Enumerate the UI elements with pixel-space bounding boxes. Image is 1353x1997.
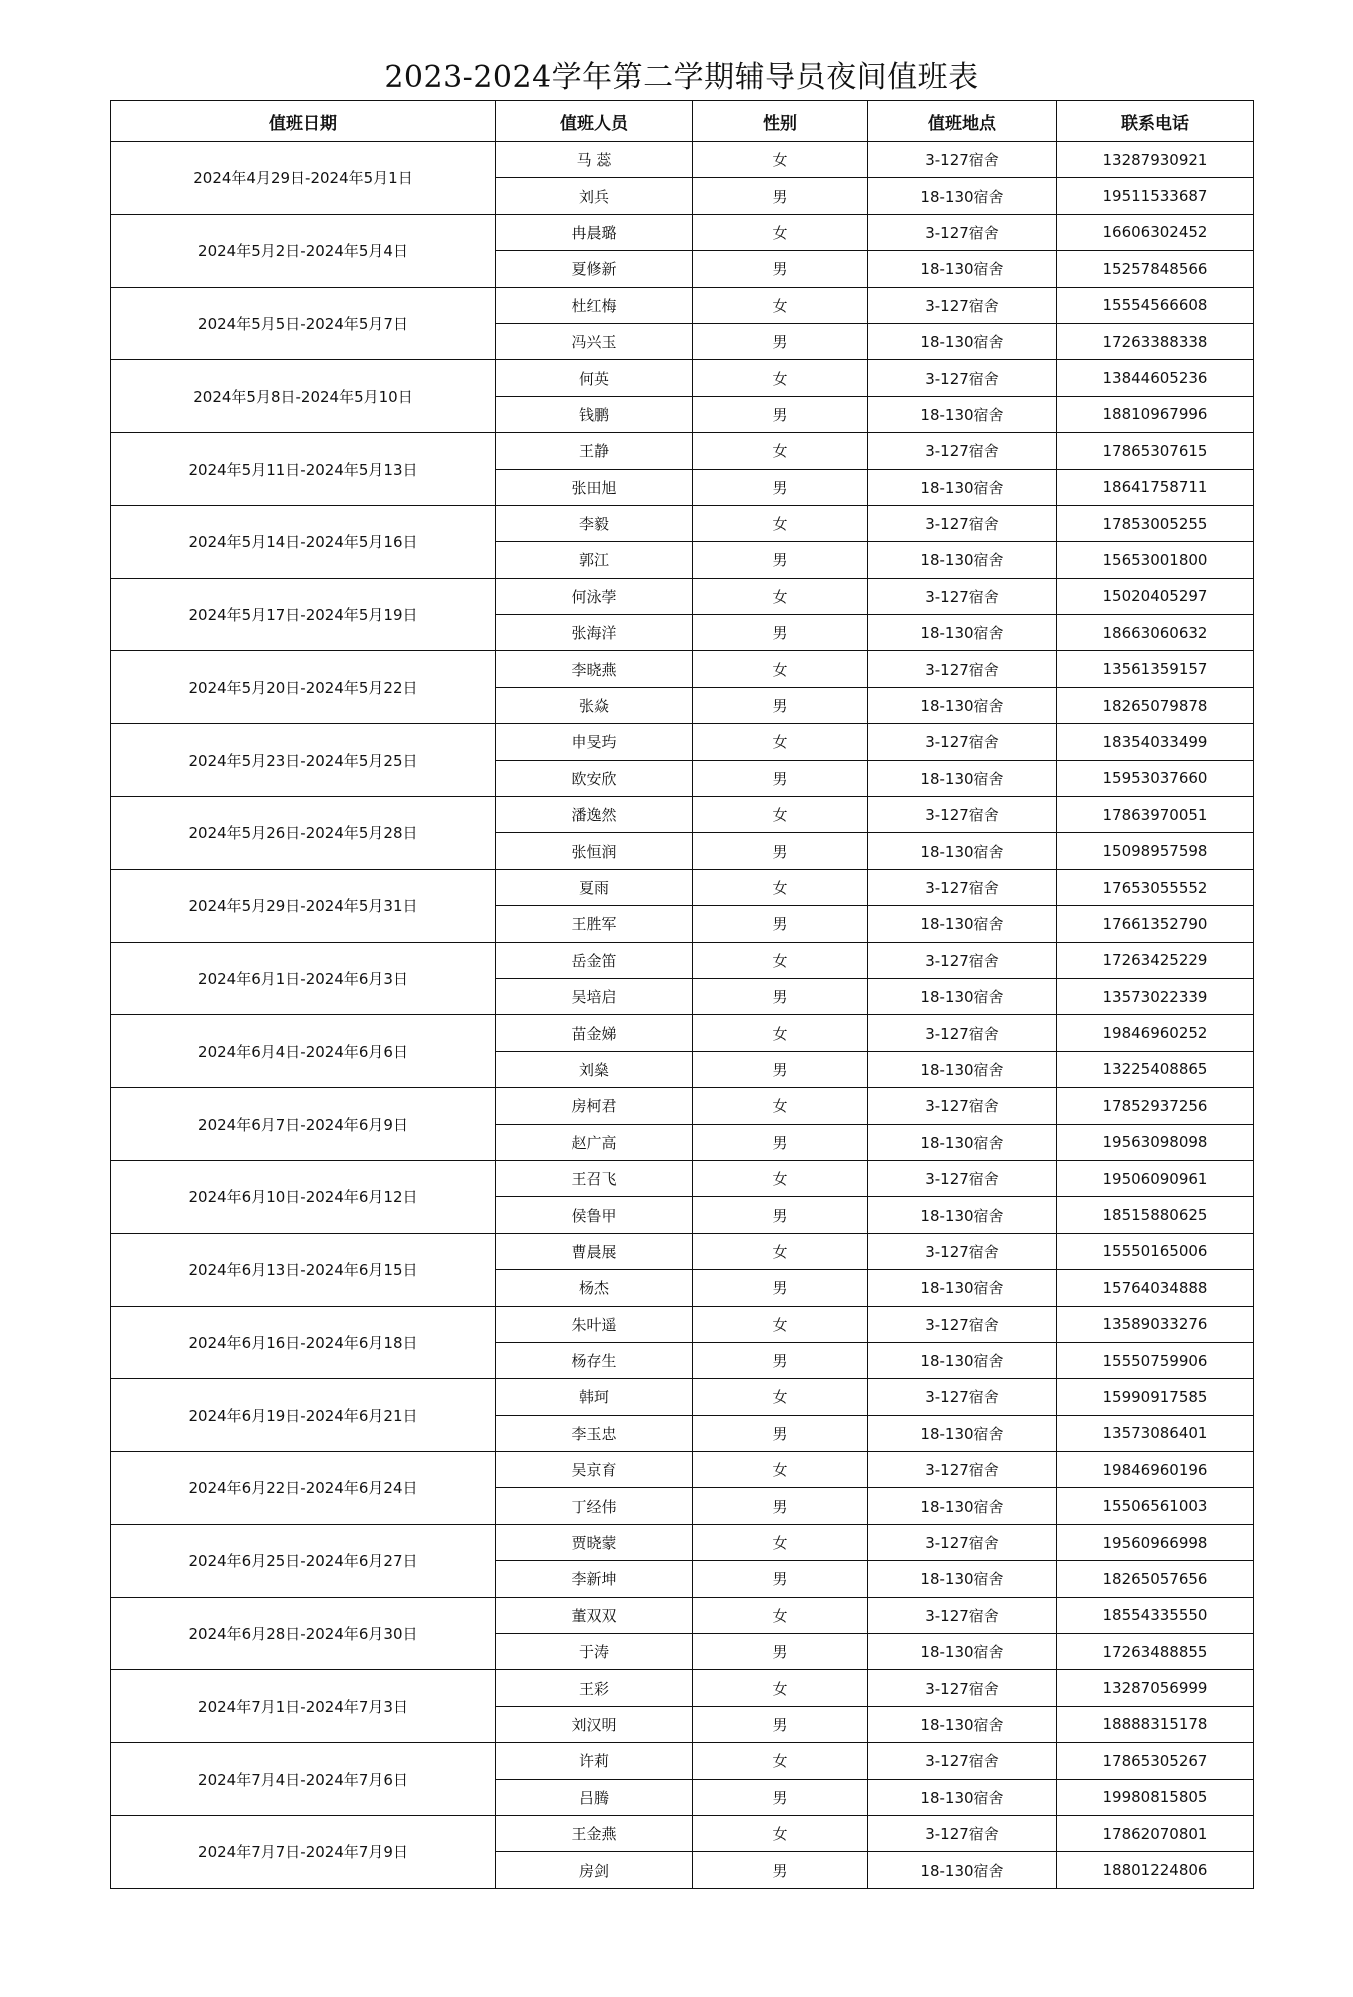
duty-location: 3-127宿舍 [868, 869, 1057, 905]
staff-name: 曹晨展 [496, 1233, 693, 1269]
staff-gender: 男 [693, 251, 868, 287]
contact-phone: 16606302452 [1057, 214, 1254, 250]
table-row [111, 433, 1254, 469]
duty-location: 3-127宿舍 [868, 433, 1057, 469]
contact-phone: 18515880625 [1057, 1197, 1254, 1233]
contact-phone: 19560966998 [1057, 1524, 1254, 1560]
staff-name: 刘燊 [496, 1051, 693, 1087]
table-row [111, 1670, 1254, 1706]
table-row [111, 1597, 1254, 1633]
staff-name: 于涛 [496, 1634, 693, 1670]
staff-gender: 女 [693, 142, 868, 178]
shift-date: 2024年5月23日-2024年5月25日 [111, 724, 496, 797]
contact-phone: 13287056999 [1057, 1670, 1254, 1706]
staff-gender: 女 [693, 578, 868, 614]
staff-gender: 女 [693, 360, 868, 396]
shift-date: 2024年6月1日-2024年6月3日 [111, 942, 496, 1015]
table-row [111, 287, 1254, 323]
table-row [111, 942, 1254, 978]
staff-gender: 女 [693, 1452, 868, 1488]
shift-date: 2024年5月17日-2024年5月19日 [111, 578, 496, 651]
shift-date: 2024年5月11日-2024年5月13日 [111, 433, 496, 506]
table-row [111, 578, 1254, 614]
duty-location: 3-127宿舍 [868, 1379, 1057, 1415]
staff-gender: 男 [693, 1706, 868, 1742]
contact-phone: 19511533687 [1057, 178, 1254, 214]
duty-location: 18-130宿舍 [868, 178, 1057, 214]
staff-name: 吴京育 [496, 1452, 693, 1488]
staff-name: 杨存生 [496, 1342, 693, 1378]
shift-date: 2024年7月1日-2024年7月3日 [111, 1670, 496, 1743]
staff-gender: 男 [693, 542, 868, 578]
shift-date: 2024年4月29日-2024年5月1日 [111, 142, 496, 215]
staff-name: 杨杰 [496, 1270, 693, 1306]
duty-location: 3-127宿舍 [868, 1670, 1057, 1706]
staff-gender: 女 [693, 1233, 868, 1269]
duty-location: 3-127宿舍 [868, 578, 1057, 614]
duty-location: 3-127宿舍 [868, 287, 1057, 323]
table-row [111, 360, 1254, 396]
shift-date: 2024年5月20日-2024年5月22日 [111, 651, 496, 724]
contact-phone: 17852937256 [1057, 1088, 1254, 1124]
header-phone: 联系电话 [1057, 101, 1254, 142]
table-row [111, 869, 1254, 905]
contact-phone: 18801224806 [1057, 1852, 1254, 1888]
staff-gender: 男 [693, 760, 868, 796]
duty-location: 3-127宿舍 [868, 1160, 1057, 1196]
duty-location: 18-130宿舍 [868, 906, 1057, 942]
shift-date: 2024年5月2日-2024年5月4日 [111, 214, 496, 287]
contact-phone: 17865307615 [1057, 433, 1254, 469]
contact-phone: 13573086401 [1057, 1415, 1254, 1451]
shift-date: 2024年6月16日-2024年6月18日 [111, 1306, 496, 1379]
staff-name: 房柯君 [496, 1088, 693, 1124]
staff-name: 申旻玙 [496, 724, 693, 760]
staff-gender: 女 [693, 1160, 868, 1196]
duty-location: 3-127宿舍 [868, 651, 1057, 687]
contact-phone: 15554566608 [1057, 287, 1254, 323]
contact-phone: 18554335550 [1057, 1597, 1254, 1633]
duty-roster-table [110, 100, 1254, 1889]
contact-phone: 15953037660 [1057, 760, 1254, 796]
shift-date: 2024年5月8日-2024年5月10日 [111, 360, 496, 433]
duty-location: 3-127宿舍 [868, 214, 1057, 250]
shift-date: 2024年6月13日-2024年6月15日 [111, 1233, 496, 1306]
staff-gender: 女 [693, 505, 868, 541]
duty-location: 18-130宿舍 [868, 687, 1057, 723]
duty-location: 18-130宿舍 [868, 1852, 1057, 1888]
contact-phone: 18354033499 [1057, 724, 1254, 760]
staff-name: 李毅 [496, 505, 693, 541]
staff-name: 张恒润 [496, 833, 693, 869]
contact-phone: 17263425229 [1057, 942, 1254, 978]
staff-gender: 男 [693, 1634, 868, 1670]
staff-gender: 女 [693, 1743, 868, 1779]
duty-location: 3-127宿舍 [868, 505, 1057, 541]
table-row [111, 142, 1254, 178]
staff-name: 张田旭 [496, 469, 693, 505]
staff-name: 张海洋 [496, 615, 693, 651]
staff-gender: 男 [693, 1197, 868, 1233]
staff-gender: 女 [693, 1815, 868, 1851]
shift-date: 2024年6月25日-2024年6月27日 [111, 1524, 496, 1597]
staff-name: 岳金笛 [496, 942, 693, 978]
duty-location: 18-130宿舍 [868, 978, 1057, 1014]
duty-location: 18-130宿舍 [868, 833, 1057, 869]
contact-phone: 15550165006 [1057, 1233, 1254, 1269]
duty-location: 3-127宿舍 [868, 1597, 1057, 1633]
staff-name: 李晓燕 [496, 651, 693, 687]
contact-phone: 17661352790 [1057, 906, 1254, 942]
duty-location: 18-130宿舍 [868, 1124, 1057, 1160]
header-staff: 值班人员 [496, 101, 693, 142]
staff-name: 李玉忠 [496, 1415, 693, 1451]
duty-location: 18-130宿舍 [868, 1051, 1057, 1087]
staff-name: 丁经伟 [496, 1488, 693, 1524]
staff-name: 吴培启 [496, 978, 693, 1014]
table-row [111, 651, 1254, 687]
shift-date: 2024年6月10日-2024年6月12日 [111, 1160, 496, 1233]
contact-phone: 17863970051 [1057, 797, 1254, 833]
staff-gender: 男 [693, 906, 868, 942]
table-row [111, 1524, 1254, 1560]
staff-name: 董双双 [496, 1597, 693, 1633]
duty-location: 3-127宿舍 [868, 797, 1057, 833]
staff-name: 刘兵 [496, 178, 693, 214]
duty-location: 18-130宿舍 [868, 542, 1057, 578]
staff-name: 王彩 [496, 1670, 693, 1706]
duty-location: 18-130宿舍 [868, 469, 1057, 505]
duty-location: 18-130宿舍 [868, 1561, 1057, 1597]
header-location: 值班地点 [868, 101, 1057, 142]
shift-date: 2024年6月28日-2024年6月30日 [111, 1597, 496, 1670]
staff-gender: 男 [693, 1779, 868, 1815]
staff-gender: 男 [693, 396, 868, 432]
table-row [111, 505, 1254, 541]
staff-gender: 男 [693, 1488, 868, 1524]
contact-phone: 18888315178 [1057, 1706, 1254, 1742]
contact-phone: 15098957598 [1057, 833, 1254, 869]
staff-name: 张焱 [496, 687, 693, 723]
duty-location: 18-130宿舍 [868, 1415, 1057, 1451]
duty-location: 18-130宿舍 [868, 1779, 1057, 1815]
staff-name: 夏修新 [496, 251, 693, 287]
staff-name: 马 蕊 [496, 142, 693, 178]
duty-location: 3-127宿舍 [868, 1088, 1057, 1124]
page-title: 2023-2024学年第二学期辅导员夜间值班表 [384, 60, 979, 95]
contact-phone: 13573022339 [1057, 978, 1254, 1014]
staff-gender: 男 [693, 687, 868, 723]
table-row [111, 1015, 1254, 1051]
staff-gender: 女 [693, 1670, 868, 1706]
staff-gender: 男 [693, 1270, 868, 1306]
staff-gender: 女 [693, 287, 868, 323]
staff-gender: 男 [693, 1124, 868, 1160]
staff-name: 朱叶遥 [496, 1306, 693, 1342]
header-date: 值班日期 [111, 101, 496, 142]
staff-name: 何英 [496, 360, 693, 396]
staff-name: 韩珂 [496, 1379, 693, 1415]
staff-name: 潘逸然 [496, 797, 693, 833]
contact-phone: 13225408865 [1057, 1051, 1254, 1087]
staff-gender: 女 [693, 869, 868, 905]
staff-name: 贾晓蒙 [496, 1524, 693, 1560]
duty-location: 18-130宿舍 [868, 760, 1057, 796]
staff-name: 夏雨 [496, 869, 693, 905]
staff-name: 赵广高 [496, 1124, 693, 1160]
staff-name: 冉晨璐 [496, 214, 693, 250]
contact-phone: 17653055552 [1057, 869, 1254, 905]
table-row [111, 214, 1254, 250]
contact-phone: 15020405297 [1057, 578, 1254, 614]
staff-gender: 女 [693, 797, 868, 833]
contact-phone: 13561359157 [1057, 651, 1254, 687]
staff-gender: 男 [693, 1415, 868, 1451]
duty-location: 18-130宿舍 [868, 1342, 1057, 1378]
staff-gender: 男 [693, 833, 868, 869]
staff-gender: 男 [693, 1342, 868, 1378]
duty-location: 3-127宿舍 [868, 1743, 1057, 1779]
contact-phone: 15764034888 [1057, 1270, 1254, 1306]
contact-phone: 15506561003 [1057, 1488, 1254, 1524]
staff-name: 许莉 [496, 1743, 693, 1779]
contact-phone: 18265057656 [1057, 1561, 1254, 1597]
table-row [111, 1379, 1254, 1415]
contact-phone: 17865305267 [1057, 1743, 1254, 1779]
duty-location: 18-130宿舍 [868, 1634, 1057, 1670]
staff-gender: 女 [693, 1306, 868, 1342]
contact-phone: 17862070801 [1057, 1815, 1254, 1851]
table-row [111, 1088, 1254, 1124]
staff-gender: 男 [693, 615, 868, 651]
staff-name: 钱鹏 [496, 396, 693, 432]
staff-gender: 男 [693, 1852, 868, 1888]
contact-phone: 18265079878 [1057, 687, 1254, 723]
contact-phone: 13844605236 [1057, 360, 1254, 396]
staff-name: 郭江 [496, 542, 693, 578]
duty-location: 18-130宿舍 [868, 396, 1057, 432]
staff-gender: 男 [693, 978, 868, 1014]
shift-date: 2024年7月7日-2024年7月9日 [111, 1815, 496, 1888]
staff-name: 杜红梅 [496, 287, 693, 323]
duty-location: 18-130宿舍 [868, 323, 1057, 359]
staff-name: 刘汉明 [496, 1706, 693, 1742]
staff-gender: 女 [693, 724, 868, 760]
contact-phone: 15550759906 [1057, 1342, 1254, 1378]
staff-name: 王静 [496, 433, 693, 469]
staff-gender: 女 [693, 1379, 868, 1415]
table-row [111, 1306, 1254, 1342]
table-body [111, 142, 1254, 1889]
header-gender: 性别 [693, 101, 868, 142]
contact-phone: 13589033276 [1057, 1306, 1254, 1342]
shift-date: 2024年6月7日-2024年6月9日 [111, 1088, 496, 1161]
table-row [111, 1452, 1254, 1488]
table-row [111, 724, 1254, 760]
staff-gender: 女 [693, 1088, 868, 1124]
shift-date: 2024年7月4日-2024年7月6日 [111, 1743, 496, 1816]
shift-date: 2024年6月22日-2024年6月24日 [111, 1452, 496, 1525]
contact-phone: 13287930921 [1057, 142, 1254, 178]
duty-location: 18-130宿舍 [868, 615, 1057, 651]
duty-location: 3-127宿舍 [868, 1452, 1057, 1488]
shift-date: 2024年6月19日-2024年6月21日 [111, 1379, 496, 1452]
duty-location: 3-127宿舍 [868, 1524, 1057, 1560]
table-row [111, 1233, 1254, 1269]
table-row [111, 1743, 1254, 1779]
duty-location: 3-127宿舍 [868, 724, 1057, 760]
contact-phone: 15257848566 [1057, 251, 1254, 287]
duty-location: 3-127宿舍 [868, 1815, 1057, 1851]
table-header-row [111, 101, 1254, 142]
duty-location: 3-127宿舍 [868, 142, 1057, 178]
contact-phone: 15653001800 [1057, 542, 1254, 578]
contact-phone: 17263488855 [1057, 1634, 1254, 1670]
staff-gender: 女 [693, 651, 868, 687]
staff-name: 冯兴玉 [496, 323, 693, 359]
staff-name: 苗金娣 [496, 1015, 693, 1051]
contact-phone: 19506090961 [1057, 1160, 1254, 1196]
staff-name: 吕腾 [496, 1779, 693, 1815]
duty-location: 18-130宿舍 [868, 251, 1057, 287]
duty-location: 3-127宿舍 [868, 360, 1057, 396]
contact-phone: 17263388338 [1057, 323, 1254, 359]
contact-phone: 19563098098 [1057, 1124, 1254, 1160]
duty-location: 3-127宿舍 [868, 1306, 1057, 1342]
duty-location: 3-127宿舍 [868, 942, 1057, 978]
table-row [111, 1815, 1254, 1851]
contact-phone: 18641758711 [1057, 469, 1254, 505]
staff-gender: 男 [693, 1561, 868, 1597]
duty-location: 3-127宿舍 [868, 1233, 1057, 1269]
contact-phone: 15990917585 [1057, 1379, 1254, 1415]
staff-name: 王召飞 [496, 1160, 693, 1196]
table-row [111, 797, 1254, 833]
staff-gender: 男 [693, 469, 868, 505]
staff-name: 王金燕 [496, 1815, 693, 1851]
shift-date: 2024年5月5日-2024年5月7日 [111, 287, 496, 360]
contact-phone: 19980815805 [1057, 1779, 1254, 1815]
contact-phone: 18810967996 [1057, 396, 1254, 432]
duty-location: 18-130宿舍 [868, 1488, 1057, 1524]
staff-name: 侯鲁甲 [496, 1197, 693, 1233]
staff-gender: 女 [693, 214, 868, 250]
contact-phone: 18663060632 [1057, 615, 1254, 651]
staff-gender: 男 [693, 178, 868, 214]
duty-location: 18-130宿舍 [868, 1706, 1057, 1742]
staff-name: 李新坤 [496, 1561, 693, 1597]
contact-phone: 19846960252 [1057, 1015, 1254, 1051]
staff-gender: 男 [693, 323, 868, 359]
staff-gender: 女 [693, 942, 868, 978]
duty-location: 18-130宿舍 [868, 1197, 1057, 1233]
table-row [111, 1160, 1254, 1196]
staff-gender: 男 [693, 1051, 868, 1087]
staff-name: 欧安欣 [496, 760, 693, 796]
staff-name: 房剑 [496, 1852, 693, 1888]
shift-date: 2024年5月26日-2024年5月28日 [111, 797, 496, 870]
staff-gender: 女 [693, 1524, 868, 1560]
duty-location: 18-130宿舍 [868, 1270, 1057, 1306]
staff-gender: 女 [693, 1015, 868, 1051]
contact-phone: 19846960196 [1057, 1452, 1254, 1488]
shift-date: 2024年5月14日-2024年5月16日 [111, 505, 496, 578]
staff-gender: 女 [693, 1597, 868, 1633]
staff-name: 王胜军 [496, 906, 693, 942]
shift-date: 2024年6月4日-2024年6月6日 [111, 1015, 496, 1088]
contact-phone: 17853005255 [1057, 505, 1254, 541]
staff-name: 何泳荸 [496, 578, 693, 614]
duty-location: 3-127宿舍 [868, 1015, 1057, 1051]
staff-gender: 女 [693, 433, 868, 469]
shift-date: 2024年5月29日-2024年5月31日 [111, 869, 496, 942]
